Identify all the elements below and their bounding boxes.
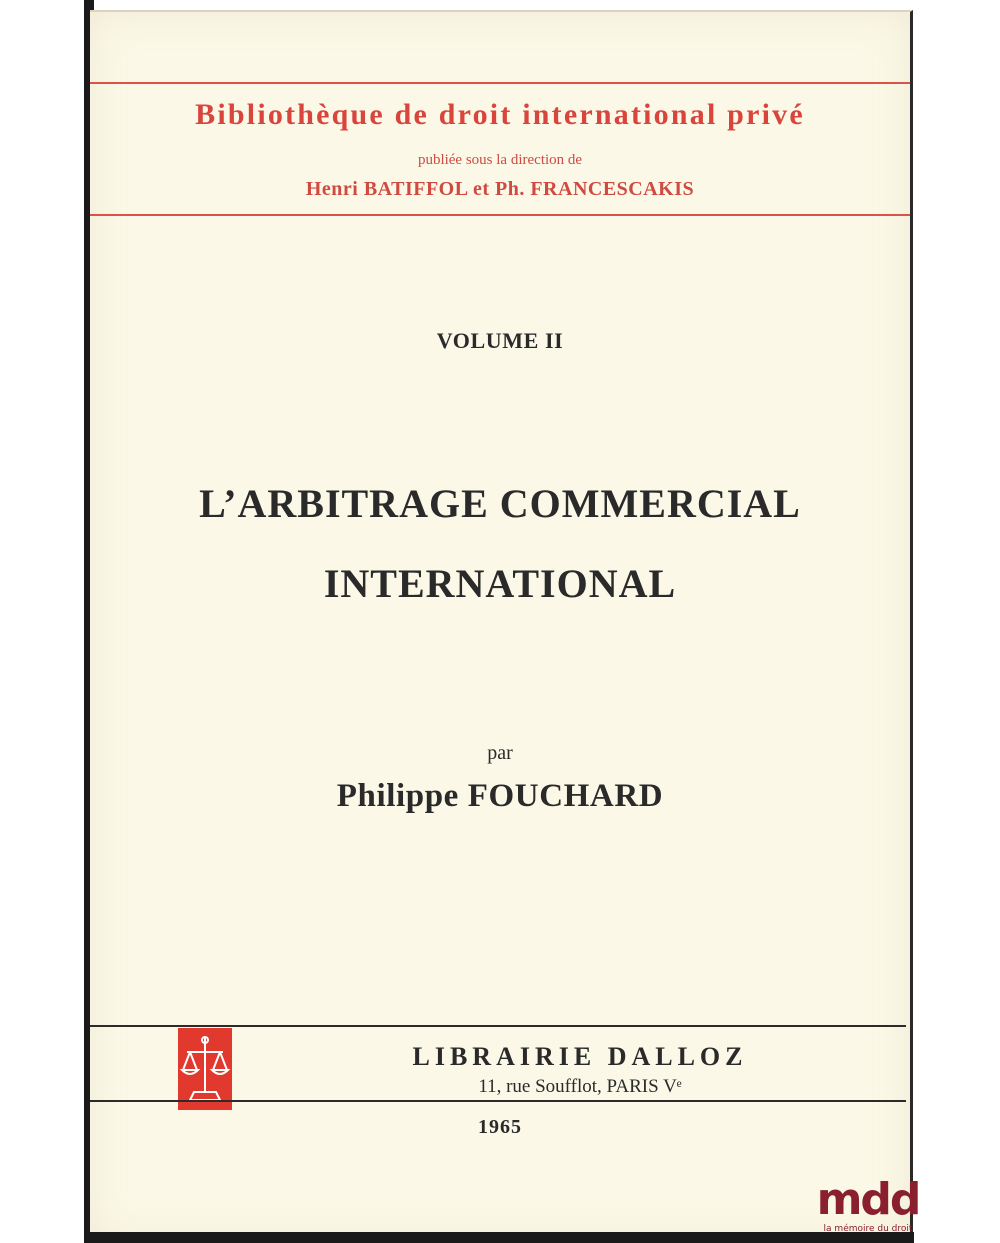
- direction-line: publiée sous la direction de: [417, 152, 583, 168]
- watermark-tagline: la mémoire du droit: [823, 1224, 913, 1234]
- author-name: Philippe FOUCHARD: [336, 778, 664, 814]
- bottom-red-rule: [90, 214, 910, 216]
- watermark-letters: mdd: [816, 1174, 920, 1225]
- byline-par: par: [487, 742, 513, 764]
- publication-year: 1965: [478, 1116, 522, 1138]
- publisher-address: 11, rue Soufflot, PARIS Vᵉ: [478, 1076, 682, 1097]
- book-title-line-1: L’ARBITRAGE COMMERCIAL: [199, 481, 801, 526]
- series-title: Bibliothèque de droit international privé: [195, 98, 805, 131]
- publisher-bottom-rule: [90, 1100, 906, 1102]
- scan-bottom-edge: [84, 1232, 914, 1243]
- book-title-line-2: INTERNATIONAL: [323, 561, 677, 606]
- scales-of-justice-icon: [178, 1028, 232, 1110]
- watermark-logo: [812, 1174, 924, 1243]
- publisher-top-rule: [90, 1025, 906, 1027]
- top-red-rule: [90, 82, 910, 84]
- book-cover: [90, 10, 913, 1240]
- series-directors: Henri BATIFFOL et Ph. FRANCESCAKIS: [305, 178, 695, 200]
- publisher-name: LIBRAIRIE DALLOZ: [412, 1042, 748, 1071]
- volume-label: VOLUME II: [436, 328, 564, 353]
